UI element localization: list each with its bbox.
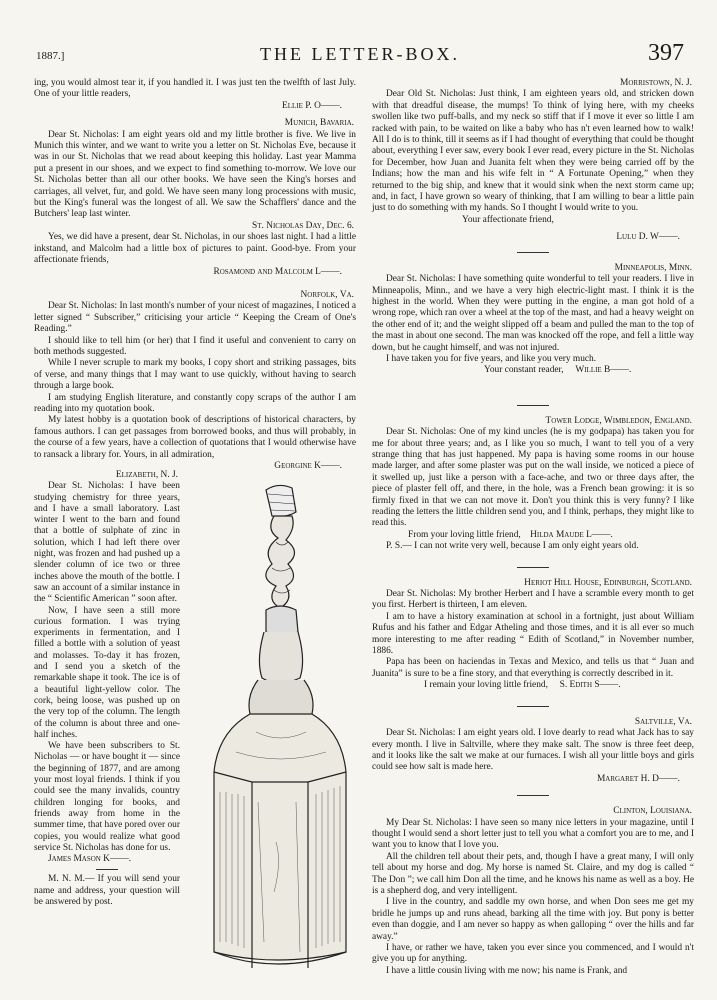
signature: Hilda Maude L——. <box>530 529 613 540</box>
letter-text: Papa has been on haciendas in Texas and Mexico, and tells us that “ Juan and Juanita” is sure to be a fine story, and that everything is correctly described in it. <box>372 657 694 679</box>
signature: Georgine K——. <box>274 461 342 471</box>
signature: S. Edith S——. <box>559 680 621 691</box>
right-column <box>372 78 694 977</box>
divider <box>517 706 549 707</box>
letter-text: My latest hobby is a quotation book of descriptions of historical characters, by famous authors. I can get passages from borrowed books, and thus will probably, in the course of a few years, have a collection of quotations that I would otherwise have to ransack a library for. Yours, in all admiration, <box>34 415 356 460</box>
page-header <box>36 40 684 68</box>
letter-text: I have taken you for five years, and like you very much. <box>386 353 597 364</box>
closing-line <box>372 365 694 376</box>
divider <box>517 567 549 568</box>
signature: Lulu D. W——. <box>616 232 680 243</box>
letter-place: Clinton, Louisiana. <box>613 806 692 817</box>
letter-text: Dear St. Nicholas: One of my kind uncles (he is my godpapa) has taken you for me for about three years; and, as I like you so much, I want to tell you of a very strange thing that has just happened. My papa is having some rooms in our house made larger, and after some plaster was put on the wall inside, we noticed a piece of it swelled up, just like a person with a face-ache, and two or three days after, the piece of plaster fell off, and there, in the hole, was a French bean growing: it is so firmly fixed in that we can not move it. Don't you think this is very funny? I like reading the letters the little children send you, and I think, perhaps, they might like to read this. <box>372 427 694 529</box>
letter-text: ing, you would almost tear it, if you handled it. I was just ten the twelfth of last July. One of your little readers, <box>34 78 356 100</box>
letter-text: I am to have a history examination at school in a fortnight, just about William Rufus and his father and Edgar Atheling and those times, and it is all ever so much more interesting to me after reading “ Edith of Scotland,” in November number, 1886. <box>372 611 694 657</box>
letter-text: Dear St. Nicholas: I have been studying chemistry for three years, and I have a small laboratory. Last winter I went to the barn and found that a bottle of sulphate of zinc in solution, which I had left there over night, was frozen and had pushed up a slender column of ice two or three inches above the mouth of the bottle. I saw an account of a similar instance in the “ Scientific American ” soon after. <box>34 481 180 605</box>
letter-place: Norfolk, Va. <box>300 289 354 300</box>
page-title: THE LETTER-BOX. <box>260 44 460 64</box>
letter-place: Minneapolis, Minn. <box>614 262 692 273</box>
letter-text: I have, or rather we have, taken you ever since you commenced, and I would n't give you up for anything. <box>372 943 694 965</box>
letter-text: My Dear St. Nicholas: I have seen so many nice letters in your magazine, until I thought I would send a short letter just to tell you what a comfort you are to me, and I want you to know that I love you. <box>372 817 694 851</box>
closing: Your affectionate friend, <box>462 214 554 225</box>
letter-text: Yes, we did have a present, dear St. Nicholas, in our shoes last night. I had a little inkstand, and Malcolm had a little box of pictures to paint. Good-bye. From your affectionate friends, <box>34 232 356 266</box>
signature: James Mason K——. <box>48 854 132 865</box>
issue-date: 1887.] <box>36 50 65 62</box>
letter-place: Morristown, N. J. <box>620 78 692 88</box>
letter-place: Saltville, Va. <box>634 716 692 727</box>
letter-text: I live in the country, and saddle my own horse, and when Don sees me get my bridle he jumps up and runs ahead, barking all the time with joy. But pony is better even than doggie, and I am never so happy as when galloping “ over the hills and far away.” <box>372 897 694 942</box>
left-narrow-column <box>34 470 180 908</box>
signature: Willie B——. <box>575 365 632 376</box>
letter-place: Heriot Hill House, Edinburgh, Scotland. <box>524 577 692 588</box>
letter-text: Now, I have seen a still more curious formation. I was trying experiments in fermentation, and I filled a bottle with a solution of yeast and molasses. To-day it has frozen, and I send you a sketch of the remarkable shape it took. The ice is of a beautiful light-yellow color. The cork, being loose, was pushed up on the very top of the column. The length of the column is about three and one-half inches. <box>34 605 180 740</box>
signature: Ellie P. O——. <box>282 100 342 111</box>
left-column <box>34 78 356 472</box>
letter-date: St. Nicholas Day, Dec. 6. <box>252 220 354 231</box>
closing-line <box>372 530 694 541</box>
letter-text: I should like to tell him (or her) that I find it useful and convenient to carry on both methods suggested. <box>34 335 356 357</box>
closing-line <box>372 680 694 691</box>
letter-place: Elizabeth, N. J. <box>115 470 178 480</box>
frozen-bottle-illustration <box>196 482 360 977</box>
letter-text: Dear St. Nicholas: I am eight years old. I love dearly to read what Jack has to say every month. I live in Saltville, where they make salt. The snow is three feet deep, and it looks like the salt we make at our furnaces. I wish all your little boys and girls could see how salt is made here. <box>372 728 694 773</box>
letter-text: Dear St. Nicholas: My brother Herbert and I have a scramble every month to get you first. Herbert is thirteen, I am eleven. <box>372 589 694 611</box>
divider <box>517 405 549 406</box>
letter-text: All the children tell about their pets, and, though I have a great many, I will only tell about my horse and dog. My horse is named St. Claire, and my dog is called “ The Don ”; we call him Don all the time, and he knows his name as well as a boy. He is a shepherd dog, and very intelligent. <box>372 851 694 896</box>
letter-text: Dear St. Nicholas: I have something quite wonderful to tell your readers. I live in Minneapolis, Minn., and we have a very high electric-light mast. I think it is the highest in the world. When they were putting in the engine, a man got hold of a wrong rope, which ran over a wheel at the top of the mast, and had a heavy weight on the other end of it; and the weight slipped off a beam and pulled the man to the top of the mast in about one second. The man was knocked off the rope, and fell a little way down, but he caught himself, and was not injured. <box>372 274 694 353</box>
closing: From your loving little friend, <box>408 529 521 540</box>
letter-text: While I never scruple to mark my books, I copy short and striking passages, bits of verse, and many things that I may want to use quickly, without having to search through a large book. <box>34 358 356 392</box>
letter-place: Tower Lodge, Wimbledon, England. <box>545 415 692 426</box>
divider <box>517 252 549 253</box>
letter-text: M. N. M.— If you will send your name and address, your question will be answered by post. <box>34 874 180 907</box>
closing: Your constant reader, <box>484 365 564 376</box>
signature: Rosamond and Malcolm L——. <box>213 266 342 277</box>
page-number: 397 <box>648 40 684 66</box>
letter-text: I have a little cousin living with me now; his name is Frank, and <box>386 965 628 976</box>
letter-text: Dear St. Nicholas: I am eight years old and my little brother is five. We live in Munich this winter, and we want to write you a letter on St. Nicholas Eve, because it was in our St. Nicholas that we read about keeping this holiday. Last year Mamma put a present in our shoes, and we expect to find something to-morrow. We love our St. Nicholas better than all our other books. We have seen the King's horses and carriages, all velvet, fur, and gold. We have seen many long processions with music, but the King's funeral was the longest of all. We saw the Schafflers' dance and the Butchers' leap last winter. <box>34 129 356 220</box>
letter-text: Dear Old St. Nicholas: Just think, I am eighteen years old, and stricken down with that dreadful disease, the mumps! To think of lying here, with my cheeks swollen like two puff-balls, and my neck so stiff that if I move it ever so little I am racked with pain, to be waited on like a baby who has n't even learned how to walk! All I do is to think, till it seems as if I had thought of everything that could be thought about, everything I ever saw, every book I ever read, every picture in the St. Nicholas for December, how Juan and Juanita felt when they were being carried off by the Indians; how the man and his wife felt in “ A Fortunate Opening,” when they returned to the big ship, and knew that it would sink when the next storm came up; and, in fact, I have grown so weary of thinking, that I am willing to bear a little pain just to do something with my hands. So I thought I would write to you. <box>372 89 694 214</box>
signature: Margaret H. D——. <box>596 773 680 784</box>
divider <box>96 869 118 870</box>
postscript: P. S.— I can not write very well, because I am only eight years old. <box>386 541 639 552</box>
divider <box>517 795 549 796</box>
letter-place: Munich, Bavaria. <box>284 118 354 129</box>
letter-text: We have been subscribers to St. Nicholas — or have bought it — since the beginning of 1877, and are among your most loyal friends. I think if you could see the many invalids, country children longing for books, and friends away from home in the summer time, that have pored over our copies, you would realize what good service St. Nicholas has done for us. <box>34 741 180 853</box>
closing: I remain your loving little friend, <box>424 680 548 691</box>
letter-text: I am studying English literature, and constantly copy scraps of the author I am reading into my quotation book. <box>34 392 356 414</box>
letter-text: Dear St. Nicholas: In last month's number of your nicest of magazines, I noticed a letter signed “ Subscriber,” criticising your article “ Keeping the Cream of One's Reading.” <box>34 301 356 335</box>
